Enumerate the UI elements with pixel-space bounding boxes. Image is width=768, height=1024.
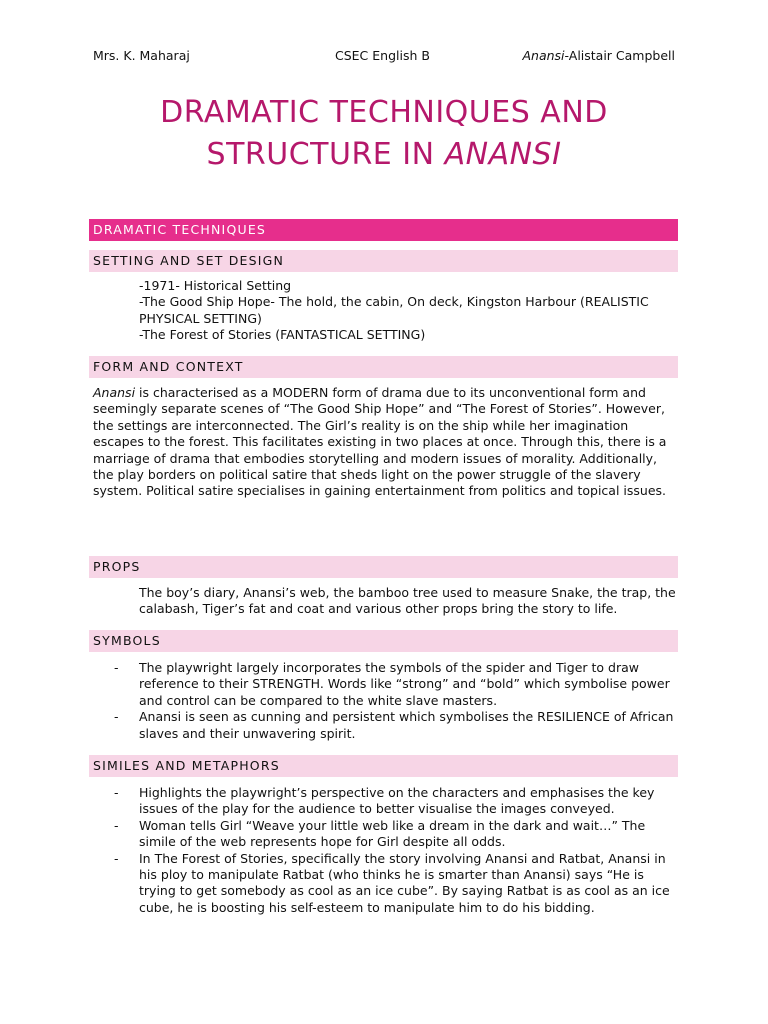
course-name: CSEC English B	[335, 48, 430, 63]
section-heading-symbols: SYMBOLS	[89, 630, 678, 652]
author-name: -Alistair Campbell	[564, 48, 675, 63]
list-item: - Woman tells Girl “Weave your little web like a dream in the dark and wait…” The simile of the web represents hope for Girl despite all odds.	[114, 818, 680, 851]
list-item: - Highlights the playwright’s perspective on the characters and emphasises the key issues of the play for the audience to better visualise the images conveyed.	[114, 785, 680, 818]
form-paragraph	[93, 385, 675, 500]
title-line-2-prefix: STRUCTURE IN	[206, 137, 445, 172]
symbols-list	[114, 660, 680, 742]
setting-line: -1971- Historical Setting	[139, 278, 292, 293]
props-content	[139, 585, 679, 618]
setting-line: -The Good Ship Hope- The hold, the cabin, On deck, Kingston Harbour (REALISTIC PHYSICAL SETTING)	[139, 294, 649, 326]
setting-content	[139, 278, 679, 344]
play-title: Anansi	[522, 48, 565, 63]
section-heading-setting: SETTING AND SET DESIGN	[89, 250, 678, 272]
title-line-2	[60, 134, 708, 176]
section-heading-dramatic-techniques: DRAMATIC TECHNIQUES	[89, 219, 678, 241]
title-line-2-italic: ANANSI	[444, 137, 562, 172]
form-content	[93, 385, 675, 500]
play-author	[522, 48, 675, 64]
title-line-1: DRAMATIC TECHNIQUES AND	[160, 95, 608, 130]
list-item: - In The Forest of Stories, specifically the story involving Anansi and Ratbat, Anansi in his ploy to manipulate Ratbat (who thinks he is smarter than Anansi) says “He is trying to get somebody as cool as an ice cube”. By saying Ratbat is as cool as an ice cube, he is boosting his self-esteem to manipulate him to do his bidding.	[114, 851, 680, 917]
setting-line: -The Forest of Stories (FANTASTICAL SETTING)	[139, 327, 426, 343]
section-heading-similes: SIMILES AND METAPHORS	[89, 755, 678, 777]
page-header	[93, 48, 675, 66]
form-text: is characterised as a MODERN form of drama due to its unconventional form and seemingly separate scenes of “The Good Ship Hope” and “The Forest of Stories”. However, the settings are interconnected. The Girl’s reality is on the ship while her imagination escapes to the forest. This facilitates existing in two places at once. Through this, there is a marriage of drama that embodies storytelling and modern issues of morality. Additionally, the play borders on political satire that sheds light on the power struggle of the slavery system. Political satire specialises in gaining entertainment from politics and topical issues.	[93, 385, 667, 499]
list-item: - Anansi is seen as cunning and persistent which symbolises the RESILIENCE of African slaves and their unwavering spirit.	[114, 709, 680, 742]
list-item: - The playwright largely incorporates the symbols of the spider and Tiger to draw reference to their STRENGTH. Words like “strong” and “bold” which symbolise power and control can be compared to the white slave masters.	[114, 660, 680, 709]
teacher-name: Mrs. K. Maharaj	[93, 48, 190, 63]
section-heading-props: PROPS	[89, 556, 678, 578]
page-title	[60, 92, 708, 176]
props-paragraph: The boy’s diary, Anansi’s web, the bamboo tree used to measure Snake, the trap, the calabash, Tiger’s fat and coat and various other props bring the story to life.	[139, 585, 676, 617]
form-italic-title: Anansi	[93, 385, 136, 400]
section-heading-form: FORM AND CONTEXT	[89, 356, 678, 378]
similes-list	[114, 785, 680, 916]
